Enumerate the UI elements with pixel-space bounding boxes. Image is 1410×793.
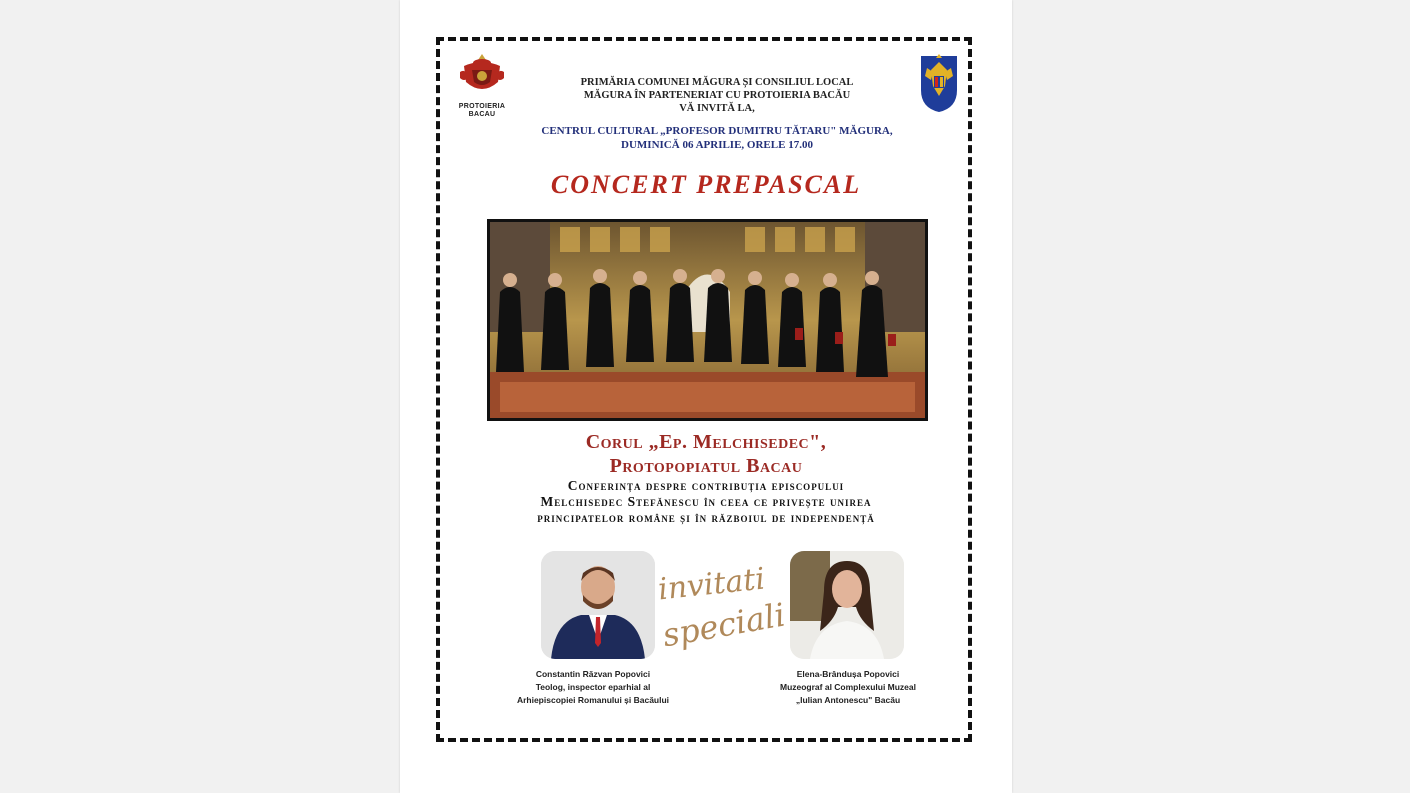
choir-line-2: Protopopiatul Bacau <box>609 455 803 477</box>
header-line-1: PRIMĂRIA COMUNEI MĂGURA ȘI CONSILIUL LOCAL <box>580 77 854 88</box>
organizers-header <box>520 76 914 115</box>
logo-caption-line1: PROTOIERIA <box>458 103 506 110</box>
guest-caption-constantin <box>488 668 698 707</box>
special-guests-script-word2: speciali <box>659 595 788 655</box>
venue-date-line: DUMINICĂ 06 APRILIE, ORELE 17.00 <box>621 139 813 151</box>
guest-role-line-2: Arhiepiscopiei Romanului și Bacăului <box>516 695 670 705</box>
guest-name: Constantin Răzvan Popovici <box>535 669 651 679</box>
guest-photo-elena <box>790 551 904 659</box>
conference-description <box>490 478 922 526</box>
special-guests-script-word1: invitati <box>656 561 767 608</box>
conference-line-2: Melchisedec Stefănescu în ceea ce privește unirea <box>540 494 872 509</box>
guest-role-line-2: „Iulian Antonescu" Bacău <box>795 695 901 705</box>
romania-coat-of-arms <box>919 52 959 114</box>
guest-role-line-1: Teolog, inspector eparhial al <box>535 682 651 692</box>
poster-page <box>400 0 1012 793</box>
protoieria-logo <box>452 52 512 119</box>
guest-caption-elena <box>743 668 953 707</box>
venue-info <box>510 124 924 152</box>
guest-name: Elena-Brândușa Popovici <box>796 669 900 679</box>
header-line-3: VĂ INVITĂ LA, <box>679 103 755 114</box>
choir-photo <box>487 219 928 421</box>
venue-line-1: CENTRUL CULTURAL „PROFESOR DUMITRU TĂTARU" MĂGURA, <box>541 125 893 137</box>
logo-caption-line2: BACAU <box>468 111 496 118</box>
guest-role-line-1: Muzeograf al Complexului Muzeal <box>779 682 917 692</box>
choir-line-1: Corul „Ep. Melchisedec", <box>585 431 827 453</box>
romania-coat-of-arms-icon <box>919 52 959 114</box>
protoieria-crest-icon <box>458 52 506 96</box>
event-title: CONCERT PREPASCAL <box>550 170 862 199</box>
conference-line-3: principatelor române și în războiul de independență <box>537 510 875 525</box>
conference-line-1: Conferința despre contribuția episcopului <box>567 478 845 493</box>
guest-photo-constantin <box>541 551 655 659</box>
choir-name <box>500 430 912 478</box>
header-line-2: MĂGURA ÎN PARTENERIAT CU PROTOIERIA BACĂU <box>583 90 851 101</box>
